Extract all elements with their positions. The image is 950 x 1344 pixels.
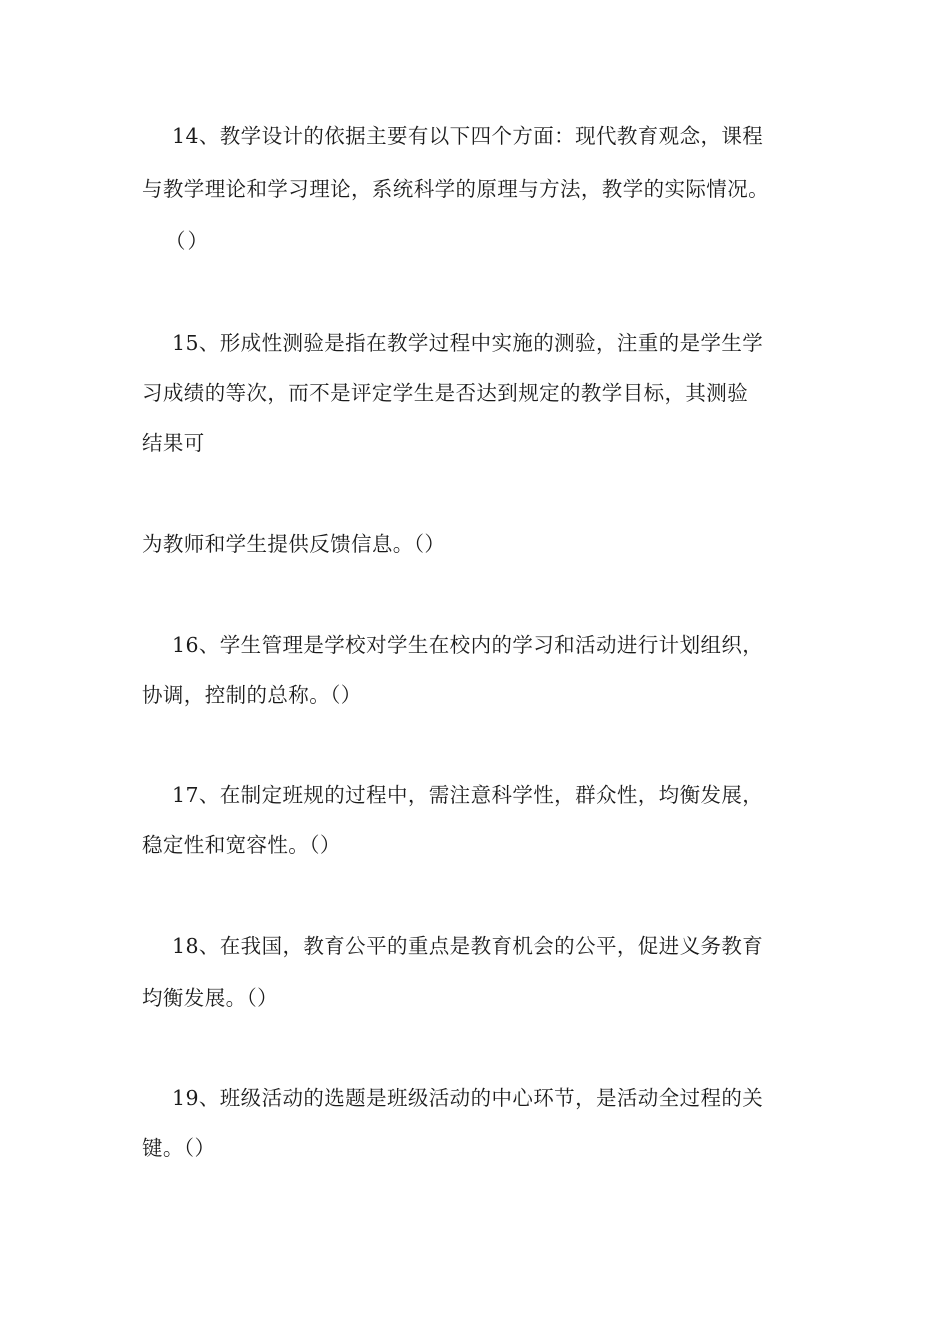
- question-17-line-2: 稳定性和宽容性。（）: [142, 833, 341, 857]
- question-16-line-2: 协调，控制的总称。（）: [142, 683, 362, 707]
- question-14-line-2: 与教学理论和学习理论，系统科学的原理与方法，教学的实际情况。: [142, 177, 769, 201]
- question-14-line-1: 14、教学设计的依据主要有以下四个方面：现代教育观念，课程: [172, 124, 764, 148]
- question-19-line-1: 19、班级活动的选题是班级活动的中心环节，是活动全过程的关: [172, 1086, 764, 1110]
- question-18-line-2: 均衡发展。（）: [142, 986, 279, 1010]
- question-15-line-1: 15、形成性测验是指在教学过程中实施的测验，注重的是学生学: [172, 331, 764, 355]
- question-15-line-2: 习成绩的等次，而不是评定学生是否达到规定的教学目标，其测验: [142, 381, 749, 405]
- question-17-line-1: 17、在制定班规的过程中，需注意科学性，群众性，均衡发展，: [172, 783, 764, 807]
- question-15-line-3: 结果可: [142, 431, 205, 455]
- question-19-line-2: 键。（）: [142, 1136, 216, 1160]
- question-15-line-4: 为教师和学生提供反馈信息。（）: [142, 532, 446, 556]
- question-14-answer-blank: （）: [165, 229, 210, 253]
- question-16-line-1: 16、学生管理是学校对学生在校内的学习和活动进行计划组织，: [172, 633, 764, 657]
- question-18-line-1: 18、在我国，教育公平的重点是教育机会的公平，促进义务教育: [172, 934, 764, 958]
